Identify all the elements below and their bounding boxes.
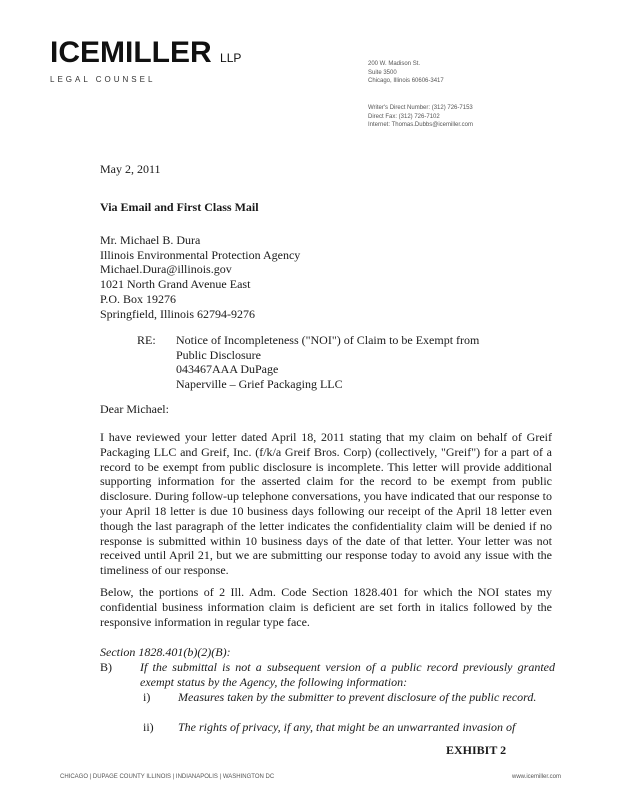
recipient-city: Springfield, Illinois 62794-9276: [100, 306, 255, 321]
item-b-label: B): [100, 660, 112, 674]
recipient-street: 1021 North Grand Avenue East: [100, 277, 251, 292]
recipient-agency: Illinois Environmental Protection Agency: [100, 247, 301, 262]
sub-item-ii-text: The rights of privacy, if any, that might be an unwarranted invasion of: [178, 720, 516, 734]
sub-item-i-text: Measures taken by the submitter to prevent disclosure of the public record.: [178, 690, 537, 704]
writer-contact: Writer's Direct Number: (312) 726-7153 Direct Fax: (312) 726-7102 Internet: Thomas.Dubbs@icemiller.com: [368, 105, 474, 128]
body-paragraph-2: Below, the portions of 2 Ill. Adm. Code Section 1828.401 for which the NOI states my confidential business information claim is deficient are set forth in italics followed by the responsive information in regular type face.: [100, 585, 552, 629]
re-label: RE:: [137, 333, 156, 347]
exhibit-stamp: EXHIBIT 2: [446, 743, 507, 757]
footer-offices: CHICAGO | DUPAGE COUNTY ILLINOIS | INDIANAPOLIS | WASHINGTON DC: [60, 774, 275, 780]
firm-name: ICEMILLER LLP: [50, 36, 242, 69]
re-subject: Notice of Incompleteness ("NOI") of Claim to be Exempt from Public Disclosure 043467AAA DuPage Naperville – Grief Packaging LLC: [176, 333, 480, 392]
letter-date: May 2, 2011: [100, 162, 161, 176]
body-paragraph-1: I have reviewed your letter dated April 18, 2011 stating that my claim on behalf of Greif Packaging LLC and Greif, Inc. (f/k/a Greif Bros. Corp) (collectively, "Greif") for a part of a record to be exempt from public disclosure is incomplete. This letter will provide additional supporting information for the asserted claim for the record to be exempt from public disclosure. During follow-up telephone conversations, you have indicated that our response to your April 18 letter is due 10 business days following our receipt of the April 18 letter even though the last paragraph of the letter indicates the confidentiality claim will be denied if no response is submitted within 10 business days of the date of that letter. Your letter was not received until April 21, but we are submitting our response today to avoid any issue with the timeliness of our response.: [100, 430, 552, 578]
recipient-email: Michael.Dura@illinois.gov: [100, 262, 232, 277]
delivery-method: Via Email and First Class Mail: [100, 200, 259, 214]
firm-logo: [50, 38, 241, 84]
item-b-text: If the submittal is not a subsequent version of a public record previously granted exempt status by the Agency, the following information:: [140, 660, 555, 689]
firm-address: 200 W. Madison St. Suite 3500 Chicago, Illinois 60606-3417: [368, 61, 444, 84]
firm-tagline: LEGAL COUNSEL: [50, 75, 156, 84]
salutation: Dear Michael:: [100, 402, 169, 416]
sub-item-i-label: i): [143, 690, 151, 704]
recipient-name: Mr. Michael B. Dura: [100, 233, 201, 247]
sub-item-ii-label: ii): [143, 720, 154, 734]
recipient-po-box: P.O. Box 19276: [100, 291, 177, 306]
section-heading: Section 1828.401(b)(2)(B):: [100, 645, 231, 659]
recipient-block: [100, 233, 300, 321]
footer-website: www.icemiller.com: [512, 774, 562, 780]
page-footer: [0, 774, 620, 784]
